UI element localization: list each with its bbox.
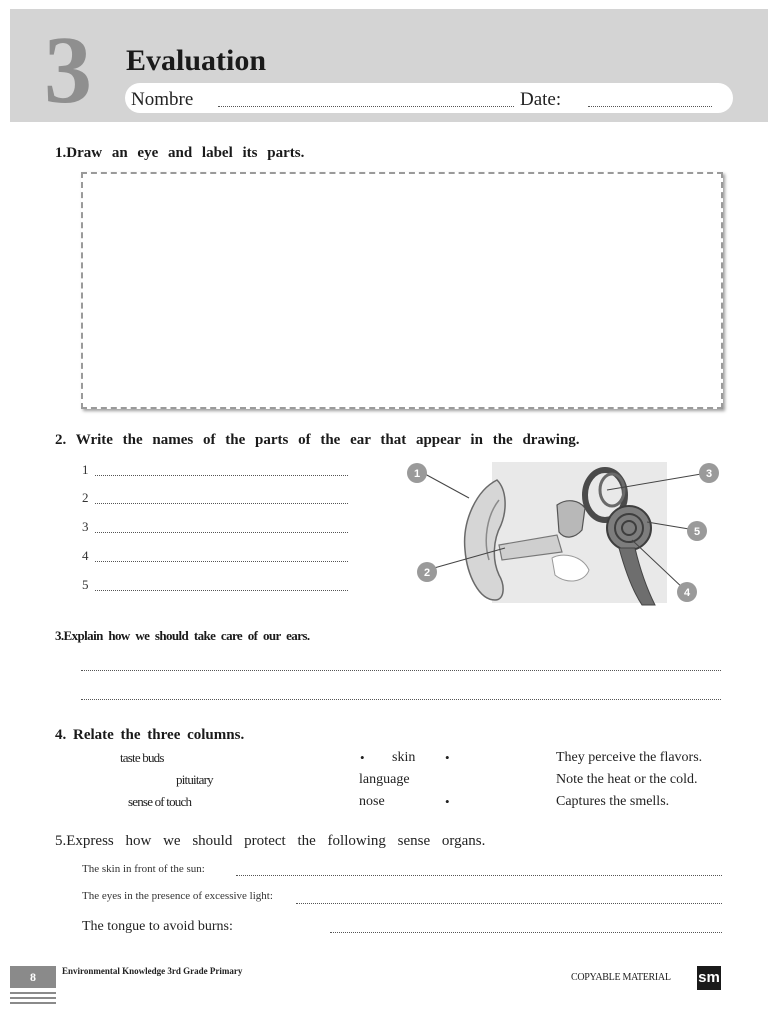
answer-line-eyes[interactable]	[296, 903, 722, 904]
relate-bullet-right-1[interactable]: •	[445, 750, 450, 765]
answer-line-label-4: 4	[82, 548, 89, 563]
book-title: Environmental Knowledge 3rd Grade Primary	[62, 966, 243, 976]
relate-middle-2: language	[359, 772, 410, 787]
answer-line-tongue[interactable]	[330, 932, 722, 933]
answer-line-1[interactable]	[95, 475, 348, 476]
answer-line-label-5: 5	[82, 577, 89, 592]
cochlea	[607, 506, 651, 550]
question-1-title: 1.Draw an eye and label its parts.	[55, 145, 305, 161]
relate-left-1: taste buds	[120, 750, 164, 765]
q5-item-eyes: The eyes in the presence of excessive light:	[82, 890, 273, 902]
footer-stripe	[10, 997, 56, 999]
answer-line-4[interactable]	[95, 561, 348, 562]
relate-left-2: pituitary	[176, 772, 213, 787]
ear-illustration	[407, 460, 727, 610]
answer-line-skin[interactable]	[236, 875, 722, 876]
question-3-title: 3.Explain how we should take care of our ears.	[55, 628, 310, 643]
unit-number: 3	[44, 16, 92, 123]
footer-stripe	[10, 992, 56, 994]
page-number: 8	[10, 966, 56, 988]
answer-line-q3-2[interactable]	[81, 699, 721, 700]
copyable-material-label: COPYABLE MATERIAL	[571, 972, 671, 983]
callout-label-4: 4	[683, 587, 691, 599]
publisher-logo: sm	[697, 966, 721, 990]
footer-stripe	[10, 1002, 56, 1004]
name-label: Nombre	[131, 89, 194, 110]
ossicles	[557, 501, 585, 537]
answer-line-3[interactable]	[95, 532, 348, 533]
q5-item-tongue: The tongue to avoid burns:	[82, 919, 233, 934]
callout-label-1: 1	[413, 468, 421, 480]
callout-label-3: 3	[705, 468, 713, 480]
answer-line-2[interactable]	[95, 503, 348, 504]
drawing-area[interactable]	[81, 172, 723, 409]
relate-right-1: They perceive the flavors.	[556, 750, 703, 765]
question-5-title: 5.Express how we should protect the following sense organs.	[55, 833, 486, 849]
question-4-title: 4. Relate the three columns.	[55, 727, 245, 743]
date-field[interactable]	[588, 106, 712, 107]
answer-line-label-2: 2	[82, 490, 89, 505]
relate-right-3: Captures the smells.	[556, 794, 670, 809]
answer-line-label-1: 1	[82, 462, 89, 477]
callout-label-5: 5	[693, 526, 701, 538]
answer-line-q3-1[interactable]	[81, 670, 721, 671]
callout-label-2: 2	[423, 567, 431, 579]
name-field[interactable]	[218, 106, 514, 107]
relate-middle-3: nose	[359, 794, 385, 809]
relate-bullet-left-1[interactable]: •	[360, 750, 365, 765]
date-label: Date:	[520, 89, 562, 110]
answer-line-5[interactable]	[95, 590, 348, 591]
q5-item-skin: The skin in front of the sun:	[82, 863, 205, 875]
page-title: Evaluation	[126, 44, 267, 77]
relate-right-2: Note the heat or the cold.	[556, 772, 698, 787]
question-2-title: 2. Write the names of the parts of the ear that appear in the drawing.	[55, 432, 580, 448]
relate-left-3: sense of touch	[128, 794, 192, 809]
relate-middle-1: skin	[392, 750, 416, 765]
name-date-bar	[125, 83, 733, 113]
answer-line-label-3: 3	[82, 519, 89, 534]
relate-bullet-right-3[interactable]: •	[445, 794, 450, 809]
